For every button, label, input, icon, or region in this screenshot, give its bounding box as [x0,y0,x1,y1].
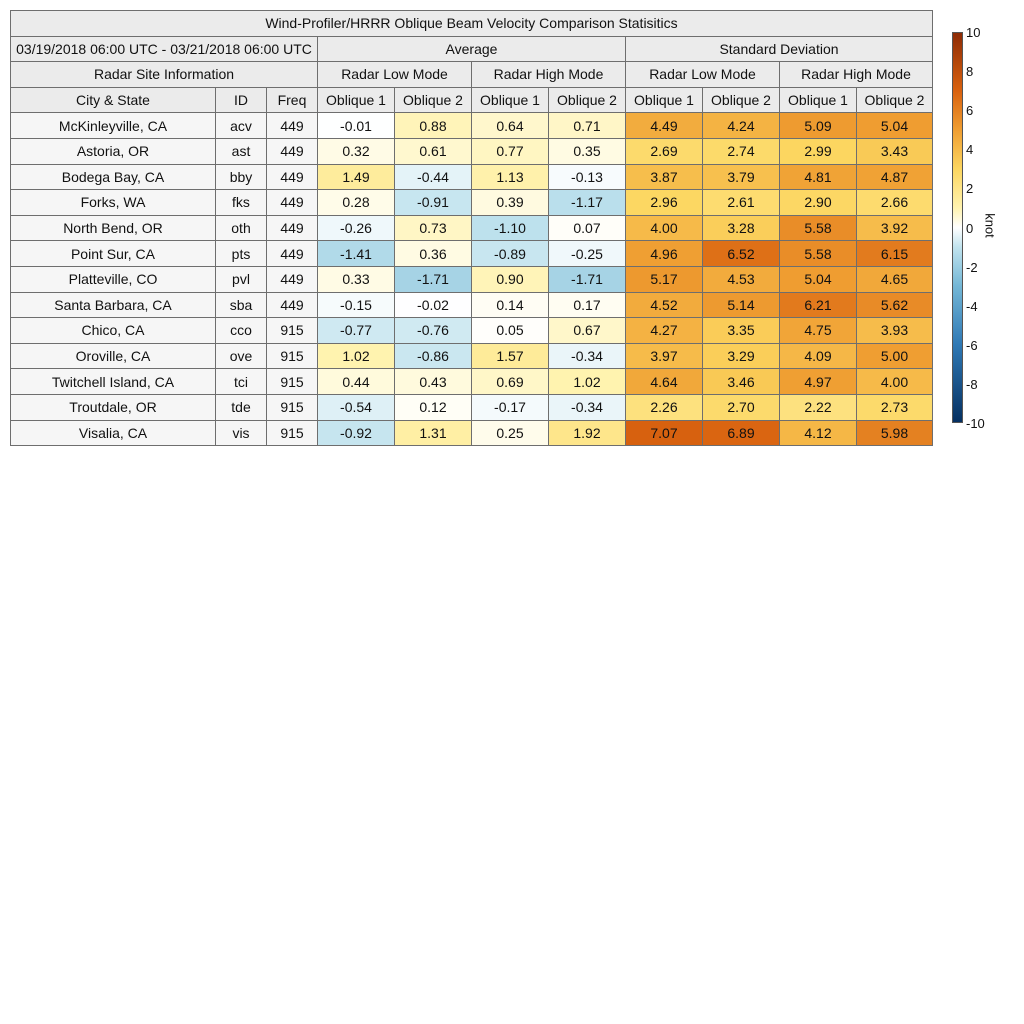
value-cell: -0.34 [549,394,626,420]
value-cell: 4.75 [780,318,857,344]
value-cell: 3.97 [626,343,703,369]
value-cell: 0.71 [549,113,626,139]
value-cell: -0.17 [472,394,549,420]
column-header: Oblique 1 [626,87,703,113]
mode-header-avg-high: Radar High Mode [472,62,626,88]
value-cell: 0.88 [395,113,472,139]
value-cell: 0.05 [472,318,549,344]
site-city: Oroville, CA [11,343,216,369]
value-cell: 3.35 [703,318,780,344]
value-cell: 2.66 [857,190,933,216]
site-freq: 449 [267,138,318,164]
value-cell: 4.97 [780,369,857,395]
site-city: Twitchell Island, CA [11,369,216,395]
site-city: Bodega Bay, CA [11,164,216,190]
value-cell: 5.58 [780,215,857,241]
colorbar-tick-label: -4 [966,298,978,314]
value-cell: 5.17 [626,266,703,292]
value-cell: -1.41 [318,241,395,267]
site-freq: 915 [267,369,318,395]
value-cell: 0.90 [472,266,549,292]
value-cell: -0.86 [395,343,472,369]
column-header: Oblique 1 [780,87,857,113]
value-cell: 4.81 [780,164,857,190]
site-freq: 449 [267,292,318,318]
value-cell: 5.58 [780,241,857,267]
value-cell: 6.52 [703,241,780,267]
site-id: sba [216,292,267,318]
colorbar-tick-label: -10 [966,416,985,431]
value-cell: 0.67 [549,318,626,344]
colorbar-tick-label: 10 [966,25,981,40]
value-cell: 5.00 [857,343,933,369]
table-row [11,292,933,318]
site-city: Visalia, CA [11,420,216,446]
site-id: oth [216,215,267,241]
group-header-average: Average [318,36,626,62]
site-city: Troutdale, OR [11,394,216,420]
value-cell: 1.13 [472,164,549,190]
table-row [11,420,933,446]
column-header: Oblique 2 [703,87,780,113]
site-city: Chico, CA [11,318,216,344]
date-range: 03/19/2018 06:00 UTC - 03/21/2018 06:00 UTC [11,36,318,62]
value-cell: 0.33 [318,266,395,292]
value-cell: 0.32 [318,138,395,164]
colorbar [952,32,963,423]
value-cell: 4.65 [857,266,933,292]
column-header: Oblique 2 [549,87,626,113]
table-row [11,318,933,344]
column-header: Oblique 2 [857,87,933,113]
value-cell: 3.79 [703,164,780,190]
value-cell: 0.44 [318,369,395,395]
value-cell: 0.64 [472,113,549,139]
site-id: tci [216,369,267,395]
colorbar-tick-label: 8 [966,64,974,80]
value-cell: -1.71 [549,266,626,292]
value-cell: 5.09 [780,113,857,139]
value-cell: -0.44 [395,164,472,190]
site-city: Astoria, OR [11,138,216,164]
value-cell: 4.64 [626,369,703,395]
value-cell: 3.92 [857,215,933,241]
value-cell: 3.29 [703,343,780,369]
site-city: Santa Barbara, CA [11,292,216,318]
value-cell: -0.13 [549,164,626,190]
table-row [11,113,933,139]
colorbar-tick-label: -2 [966,259,978,275]
site-info-header: Radar Site Information [11,62,318,88]
value-cell: 1.02 [549,369,626,395]
value-cell: 0.39 [472,190,549,216]
value-cell: -0.91 [395,190,472,216]
value-cell: 2.90 [780,190,857,216]
value-cell: 4.87 [857,164,933,190]
site-freq: 449 [267,266,318,292]
site-freq: 915 [267,318,318,344]
value-cell: 1.92 [549,420,626,446]
value-cell: 1.02 [318,343,395,369]
table-row [11,138,933,164]
site-id: fks [216,190,267,216]
site-id: acv [216,113,267,139]
value-cell: -0.02 [395,292,472,318]
colorbar-unit-label: knot [982,213,998,238]
value-cell: -0.76 [395,318,472,344]
value-cell: 0.07 [549,215,626,241]
table-row [11,164,933,190]
group-header-stddev: Standard Deviation [626,36,933,62]
value-cell: 3.46 [703,369,780,395]
site-city: Point Sur, CA [11,241,216,267]
site-id: vis [216,420,267,446]
value-cell: 2.70 [703,394,780,420]
colorbar-tick-label: 4 [966,142,974,158]
value-cell: -0.89 [472,241,549,267]
value-cell: -0.15 [318,292,395,318]
value-cell: 3.43 [857,138,933,164]
value-cell: 4.00 [626,215,703,241]
value-cell: 5.14 [703,292,780,318]
site-freq: 449 [267,190,318,216]
value-cell: -1.17 [549,190,626,216]
value-cell: -0.77 [318,318,395,344]
value-cell: 4.49 [626,113,703,139]
value-cell: -0.34 [549,343,626,369]
value-cell: 5.62 [857,292,933,318]
value-cell: 0.35 [549,138,626,164]
colorbar-tick-label: 0 [966,220,974,236]
value-cell: 4.00 [857,369,933,395]
value-cell: 0.61 [395,138,472,164]
column-header: Freq [267,87,318,113]
value-cell: 2.74 [703,138,780,164]
statistics-table [10,10,933,446]
value-cell: 2.22 [780,394,857,420]
value-cell: 4.53 [703,266,780,292]
value-cell: 0.69 [472,369,549,395]
value-cell: -0.92 [318,420,395,446]
table-body [11,113,933,446]
value-cell: 6.89 [703,420,780,446]
site-id: tde [216,394,267,420]
value-cell: 4.27 [626,318,703,344]
mode-header-sd-low: Radar Low Mode [626,62,780,88]
value-cell: 4.24 [703,113,780,139]
value-cell: 7.07 [626,420,703,446]
value-cell: 3.93 [857,318,933,344]
table-row [11,394,933,420]
value-cell: 2.26 [626,394,703,420]
value-cell: -1.71 [395,266,472,292]
mode-header-avg-low: Radar Low Mode [318,62,472,88]
value-cell: -0.26 [318,215,395,241]
value-cell: 6.21 [780,292,857,318]
colorbar-tick-label: 2 [966,181,974,197]
column-header: Oblique 2 [395,87,472,113]
value-cell: 3.87 [626,164,703,190]
table-row [11,215,933,241]
site-id: ast [216,138,267,164]
value-cell: 1.31 [395,420,472,446]
colorbar-tick-label: -8 [966,376,978,392]
site-freq: 449 [267,241,318,267]
site-freq: 449 [267,113,318,139]
colorbar-tick-label: 6 [966,103,974,119]
value-cell: -0.01 [318,113,395,139]
site-city: North Bend, OR [11,215,216,241]
value-cell: 2.96 [626,190,703,216]
value-cell: 0.12 [395,394,472,420]
site-id: cco [216,318,267,344]
colorbar-tick-label: -6 [966,337,978,353]
site-freq: 449 [267,215,318,241]
value-cell: 1.57 [472,343,549,369]
mode-header-sd-high: Radar High Mode [780,62,933,88]
site-id: ove [216,343,267,369]
value-cell: 5.98 [857,420,933,446]
value-cell: 4.12 [780,420,857,446]
column-header: City & State [11,87,216,113]
value-cell: 0.25 [472,420,549,446]
table-title: Wind-Profiler/HRRR Oblique Beam Velocity Comparison Statisitics [11,11,933,37]
site-id: pts [216,241,267,267]
table-row [11,343,933,369]
value-cell: 2.61 [703,190,780,216]
table-row [11,369,933,395]
value-cell: 0.28 [318,190,395,216]
value-cell: -1.10 [472,215,549,241]
site-freq: 449 [267,164,318,190]
value-cell: 4.09 [780,343,857,369]
value-cell: 1.49 [318,164,395,190]
value-cell: 4.96 [626,241,703,267]
table-row [11,241,933,267]
table-row [11,190,933,216]
value-cell: 0.17 [549,292,626,318]
value-cell: -0.25 [549,241,626,267]
value-cell: 2.69 [626,138,703,164]
site-city: Platteville, CO [11,266,216,292]
value-cell: 6.15 [857,241,933,267]
value-cell: 0.43 [395,369,472,395]
site-freq: 915 [267,394,318,420]
value-cell: 5.04 [857,113,933,139]
site-id: pvl [216,266,267,292]
value-cell: 3.28 [703,215,780,241]
site-id: bby [216,164,267,190]
site-freq: 915 [267,343,318,369]
value-cell: 4.52 [626,292,703,318]
value-cell: 0.14 [472,292,549,318]
site-city: McKinleyville, CA [11,113,216,139]
value-cell: 0.73 [395,215,472,241]
value-cell: 2.99 [780,138,857,164]
value-cell: 0.77 [472,138,549,164]
site-freq: 915 [267,420,318,446]
table-row [11,266,933,292]
value-cell: 5.04 [780,266,857,292]
column-header: Oblique 1 [318,87,395,113]
column-header: ID [216,87,267,113]
value-cell: 2.73 [857,394,933,420]
value-cell: -0.54 [318,394,395,420]
value-cell: 0.36 [395,241,472,267]
column-header: Oblique 1 [472,87,549,113]
site-city: Forks, WA [11,190,216,216]
